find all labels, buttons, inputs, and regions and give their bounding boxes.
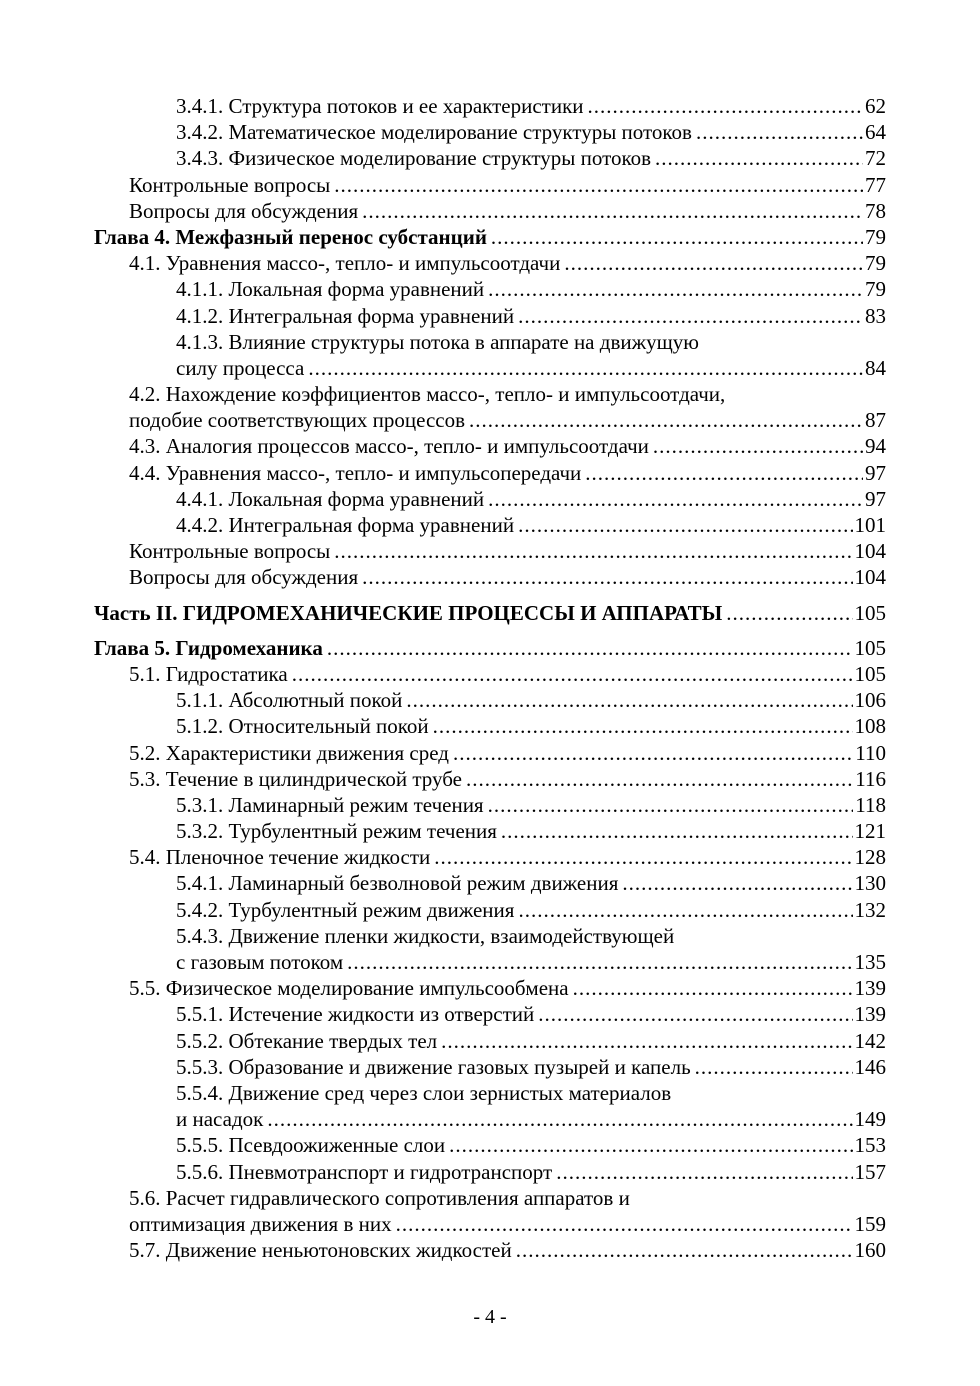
toc-entry — [94, 740, 886, 766]
toc-entry-title: 5.5.5. Псевдоожиженные слои — [176, 1133, 446, 1158]
page-number: - 4 - — [473, 1306, 507, 1328]
dot-leader — [564, 250, 863, 276]
toc-entry-title: 4.1.2. Интегральная форма уравнений — [176, 303, 515, 328]
dot-leader — [362, 564, 852, 590]
toc-entry — [94, 687, 886, 713]
toc-entry — [94, 949, 886, 975]
dot-leader — [327, 635, 853, 661]
dot-leader — [655, 145, 863, 171]
dot-leader — [396, 1211, 853, 1237]
dot-leader — [308, 355, 863, 381]
toc-entry — [94, 224, 886, 250]
toc-entry-page: 106 — [854, 688, 886, 713]
dot-leader — [501, 818, 853, 844]
toc-entry — [94, 512, 886, 538]
toc-entry-page: 135 — [854, 950, 886, 974]
toc-entry-title: 5.1.2. Относительный покой — [176, 714, 429, 739]
dot-leader — [518, 303, 863, 329]
toc-entry-title: 5.5.6. Пневмотранспорт и гидротранспорт — [176, 1159, 553, 1184]
toc-entry-title: 3.4.1. Структура потоков и ее характеристики — [176, 94, 584, 118]
dot-leader — [267, 1106, 852, 1132]
dot-leader — [347, 949, 852, 975]
toc-entry — [94, 407, 886, 433]
toc-entry-title: 4.3. Аналогия процессов массо-, тепло- и импульсоотдачи — [129, 434, 649, 459]
toc-entry-title: Часть II. ГИДРОМЕХАНИЧЕСКИЕ ПРОЦЕССЫ И АППАРАТЫ — [94, 600, 723, 625]
toc-entry — [94, 303, 886, 329]
dot-leader — [292, 661, 853, 687]
toc-entry — [94, 1237, 886, 1263]
toc-entry-page: 108 — [854, 714, 886, 739]
toc-entry-page: 84 — [865, 355, 886, 380]
toc-entry-page: 105 — [854, 635, 886, 660]
toc-entry-title: 5.4.2. Турбулентный режим движения — [176, 897, 515, 922]
toc-entry-title: 5.5.3. Образование и движение газовых пузырей и капель — [176, 1054, 691, 1079]
dot-leader — [538, 1001, 852, 1027]
dot-leader — [696, 119, 863, 145]
toc-entry-title: 5.5. Физическое моделирование импульсообмена — [129, 976, 569, 1001]
toc-entry-title: Контрольные вопросы — [129, 539, 331, 564]
toc-entry — [94, 460, 886, 486]
dot-leader — [362, 198, 863, 224]
toc-entry-title: 4.4.1. Локальная форма уравнений — [176, 486, 485, 511]
toc-entry-page: 72 — [865, 146, 886, 171]
toc-entry-page: 142 — [854, 1028, 886, 1053]
toc-entry-page: 116 — [855, 766, 886, 791]
toc-entry — [94, 792, 886, 818]
toc-entry-page: 139 — [854, 976, 886, 1001]
toc-entry-title: 4.4.2. Интегральная форма уравнений — [176, 513, 515, 537]
dot-leader — [488, 486, 863, 512]
toc-entry — [94, 1028, 886, 1054]
toc-entry — [94, 381, 886, 407]
toc-entry — [94, 1054, 886, 1080]
dot-leader — [453, 740, 853, 766]
dot-leader — [573, 975, 853, 1001]
dot-leader — [518, 512, 852, 538]
toc-entry — [94, 766, 886, 792]
dot-leader — [518, 897, 852, 923]
toc-entry-page: 79 — [865, 251, 886, 276]
toc-entry-page: 105 — [854, 600, 886, 625]
toc-entry-title: 5.5.4. Движение сред через слои зернистых материалов — [176, 1080, 672, 1105]
dot-leader — [433, 713, 853, 739]
dot-leader — [449, 1132, 852, 1158]
toc-entry-title: Вопросы для обсуждения — [129, 198, 359, 223]
dot-leader — [491, 224, 863, 250]
toc-entry-page: 64 — [865, 120, 886, 145]
toc-entry-title: 5.2. Характеристики движения сред — [129, 740, 449, 765]
toc-entry — [94, 897, 886, 923]
toc-entry — [94, 276, 886, 302]
toc-entry-title: оптимизация движения в них — [129, 1211, 392, 1236]
toc-entry-page: 130 — [854, 871, 886, 896]
toc-entry-page: 94 — [865, 434, 886, 459]
toc-entry — [94, 145, 886, 171]
toc-entry — [94, 1211, 886, 1237]
toc-entry-title: Глава 4. Межфазный перенос субстанций — [94, 224, 487, 249]
toc-entry — [94, 198, 886, 224]
toc-entry — [94, 1106, 886, 1132]
dot-leader — [695, 1054, 853, 1080]
toc-entry — [94, 975, 886, 1001]
dot-leader — [653, 433, 863, 459]
toc-entry — [94, 250, 886, 276]
dot-leader — [434, 844, 852, 870]
toc-entry-page: 79 — [865, 277, 886, 302]
dot-leader — [488, 792, 854, 818]
toc-entry — [94, 635, 886, 661]
toc-entry-page: 77 — [865, 172, 886, 197]
dot-leader — [622, 870, 852, 896]
toc-entry-title: 5.7. Движение неньютоновских жидкостей — [129, 1238, 512, 1263]
toc-entry — [94, 1159, 886, 1185]
toc-entry — [94, 844, 886, 870]
toc-entry-page: 153 — [854, 1133, 886, 1158]
toc-entry-title: 5.4.1. Ламинарный безволновой режим движения — [176, 871, 619, 896]
toc-entry — [94, 1001, 886, 1027]
toc-entry-title: 4.4. Уравнения массо-, тепло- и импульсопередачи — [129, 460, 582, 485]
toc-entry — [94, 538, 886, 564]
toc-entry-page: 62 — [865, 94, 886, 118]
dot-leader — [488, 276, 863, 302]
toc-entry-page: 83 — [865, 303, 886, 328]
toc-entry-page: 157 — [854, 1159, 886, 1184]
toc-entry-page: 139 — [854, 1002, 886, 1027]
toc-entry — [94, 433, 886, 459]
toc-entry-title: 5.4. Пленочное течение жидкости — [129, 845, 431, 870]
toc-entry-title: с газовым потоком — [176, 950, 344, 974]
toc-entry — [94, 486, 886, 512]
toc-entry — [94, 1132, 886, 1158]
toc-entry — [94, 355, 886, 381]
toc-entry-title: 5.3. Течение в цилиндрической трубе — [129, 766, 462, 791]
toc-entry-title: 4.1.1. Локальная форма уравнений — [176, 277, 485, 302]
table-of-contents — [94, 93, 886, 1263]
toc-entry-title: 5.5.2. Обтекание твердых тел — [176, 1028, 438, 1053]
toc-entry — [94, 329, 886, 355]
toc-entry-title: 5.6. Расчет гидравлического сопротивления аппаратов и — [129, 1185, 630, 1210]
toc-entry-page: 97 — [865, 460, 886, 485]
toc-entry-title: 5.3.1. Ламинарный режим течения — [176, 792, 484, 817]
dot-leader — [469, 407, 863, 433]
toc-entry-title: 5.1.1. Абсолютный покой — [176, 688, 403, 713]
toc-entry — [94, 818, 886, 844]
toc-entry-title: 5.3.2. Турбулентный режим течения — [176, 819, 497, 844]
toc-entry-page: 104 — [854, 565, 886, 590]
toc-entry — [94, 923, 886, 949]
toc-entry — [94, 93, 886, 119]
toc-entry-page: 121 — [854, 819, 886, 844]
toc-entry-title: подобие соответствующих процессов — [129, 408, 465, 433]
toc-entry — [94, 870, 886, 896]
dot-leader — [516, 1237, 853, 1263]
toc-entry-title: Контрольные вопросы — [129, 172, 331, 197]
toc-entry-page: 101 — [854, 513, 886, 537]
dot-leader — [334, 538, 852, 564]
toc-entry-page: 132 — [854, 897, 886, 922]
toc-entry-title: и насадок — [176, 1107, 264, 1132]
toc-entry — [94, 564, 886, 590]
toc-entry-page: 149 — [854, 1107, 886, 1132]
toc-entry — [94, 172, 886, 198]
toc-entry-page: 110 — [855, 740, 886, 765]
toc-entry — [94, 713, 886, 739]
toc-entry-page: 146 — [854, 1054, 886, 1079]
toc-entry — [94, 600, 886, 626]
toc-entry-title: 5.1. Гидростатика — [129, 661, 288, 686]
toc-entry-title: 3.4.2. Математическое моделирование структуры потоков — [176, 120, 692, 145]
toc-entry-title: 5.5.1. Истечение жидкости из отверстий — [176, 1002, 535, 1027]
toc-entry-title: 4.2. Нахождение коэффициентов массо-, тепло- и импульсоотдачи, — [129, 382, 726, 407]
toc-entry-page: 160 — [854, 1238, 886, 1263]
dot-leader — [556, 1159, 852, 1185]
toc-entry-page: 118 — [855, 792, 886, 817]
toc-entry-page: 128 — [854, 845, 886, 870]
toc-entry-page: 78 — [865, 198, 886, 223]
toc-entry-title: Вопросы для обсуждения — [129, 565, 359, 590]
toc-entry-page: 105 — [854, 661, 886, 686]
toc-entry-title: 4.1. Уравнения массо-, тепло- и импульсоотдачи — [129, 251, 561, 276]
toc-entry-title: 4.1.3. Влияние структуры потока в аппарате на движущую — [176, 329, 699, 354]
toc-entry-page: 104 — [854, 539, 886, 564]
toc-entry-page: 97 — [865, 486, 886, 511]
dot-leader — [585, 460, 863, 486]
toc-entry — [94, 1080, 886, 1106]
dot-leader — [726, 600, 852, 626]
dot-leader — [406, 687, 852, 713]
toc-entry-title: Глава 5. Гидромеханика — [94, 635, 323, 660]
dot-leader — [441, 1028, 852, 1054]
toc-entry — [94, 1185, 886, 1211]
toc-entry-title: 5.4.3. Движение пленки жидкости, взаимодействующей — [176, 923, 675, 948]
toc-entry — [94, 119, 886, 145]
toc-entry-page: 87 — [865, 408, 886, 433]
dot-leader — [588, 93, 863, 119]
dot-leader — [334, 172, 863, 198]
toc-entry-page: 79 — [865, 224, 886, 249]
toc-entry-title: силу процесса — [176, 355, 305, 380]
toc-entry-page: 159 — [854, 1211, 886, 1236]
dot-leader — [466, 766, 853, 792]
toc-entry — [94, 661, 886, 687]
toc-entry-title: 3.4.3. Физическое моделирование структуры потоков — [176, 146, 652, 171]
